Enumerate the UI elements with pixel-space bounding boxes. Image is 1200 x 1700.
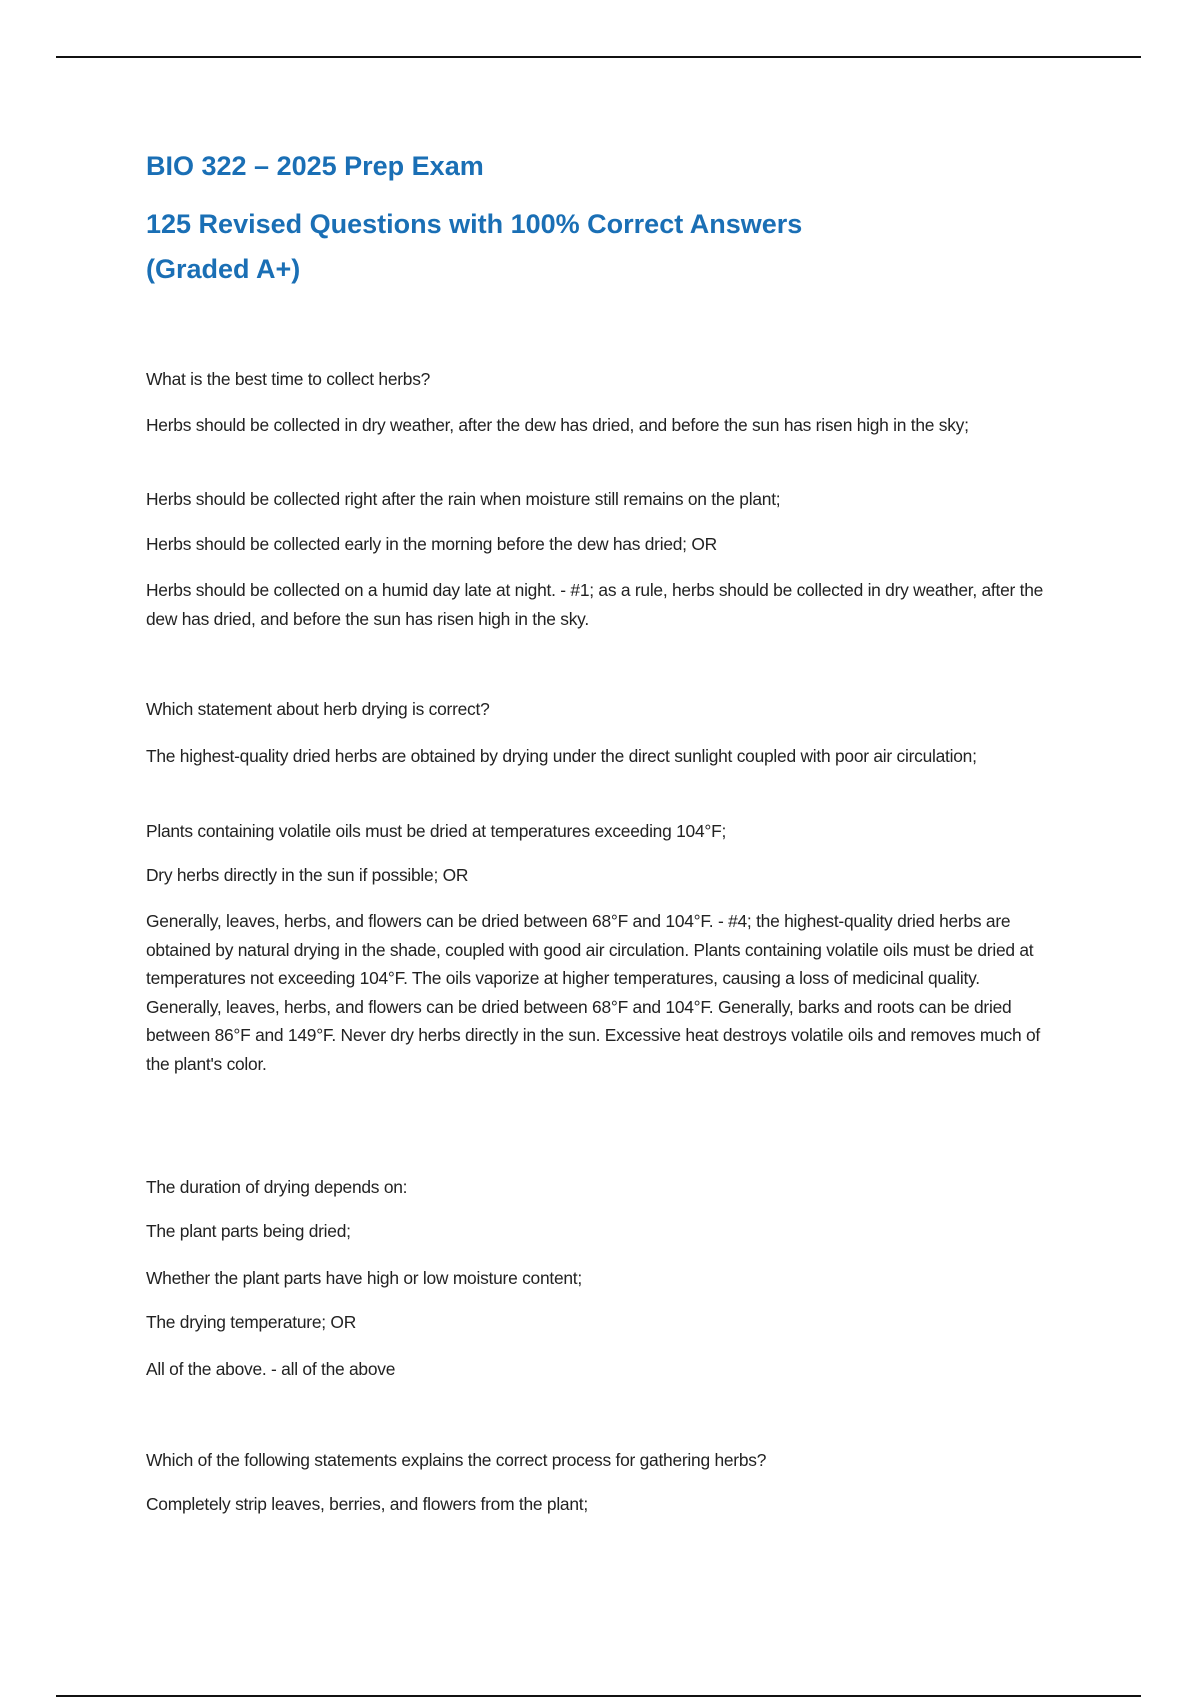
question-2-option-1: The highest-quality dried herbs are obtained by drying under the direct sunlight coupled with poor air circulation; bbox=[146, 746, 977, 766]
question-3-option-1: The plant parts being dried; bbox=[146, 1221, 351, 1241]
question-2-option-2: Plants containing volatile oils must be dried at temperatures exceeding 104°F; bbox=[146, 821, 727, 841]
document-subtitle-grade: (Graded A+) bbox=[146, 254, 301, 284]
question-1-option-2: Herbs should be collected right after the rain when moisture still remains on the plant; bbox=[146, 489, 781, 509]
question-2: Which statement about herb drying is correct? bbox=[146, 699, 490, 719]
question-3-option-4-answer: All of the above. - all of the above bbox=[146, 1359, 396, 1379]
question-4: Which of the following statements explains the correct process for gathering herbs? bbox=[146, 1450, 767, 1470]
question-2-option-4-answer: Generally, leaves, herbs, and flowers can be dried between 68°F and 104°F. - #4; the highest-quality dried herbs are obtained by natural drying in the shade, coupled with good air circulation. Plants containing volatile oils must be dried at temperatures not exceeding 104°F. The oils vaporize at higher temperatures, causing a loss of medicinal quality. Generally, leaves, herbs, and flowers can be dried between 68°F and 104°F. Generally, barks and roots can be dried between 86°F and 149°F. Never dry herbs directly in the sun. Excessive heat destroys volatile oils and removes much of the plant's color. bbox=[146, 911, 1041, 1074]
question-1-option-3: Herbs should be collected early in the morning before the dew has dried; OR bbox=[146, 534, 717, 554]
question-1-option-4-answer: Herbs should be collected on a humid day late at night. - #1; as a rule, herbs should be collected in dry weather, after the dew has dried, and before the sun has risen high in the sky. bbox=[146, 580, 1044, 629]
document-subtitle: 125 Revised Questions with 100% Correct Answers bbox=[146, 209, 803, 239]
question-3: The duration of drying depends on: bbox=[146, 1177, 408, 1197]
question-3-option-2: Whether the plant parts have high or low moisture content; bbox=[146, 1268, 582, 1288]
bottom-rule bbox=[56, 1695, 1141, 1697]
top-rule bbox=[56, 56, 1141, 58]
question-1: What is the best time to collect herbs? bbox=[146, 369, 431, 389]
question-1-option-1: Herbs should be collected in dry weather, after the dew has dried, and before the sun has risen high in the sky; bbox=[146, 415, 969, 435]
question-3-option-3: The drying temperature; OR bbox=[146, 1312, 357, 1332]
document-title: BIO 322 – 2025 Prep Exam bbox=[146, 151, 484, 181]
question-4-option-1: Completely strip leaves, berries, and flowers from the plant; bbox=[146, 1494, 588, 1514]
question-2-option-3: Dry herbs directly in the sun if possible; OR bbox=[146, 865, 469, 885]
